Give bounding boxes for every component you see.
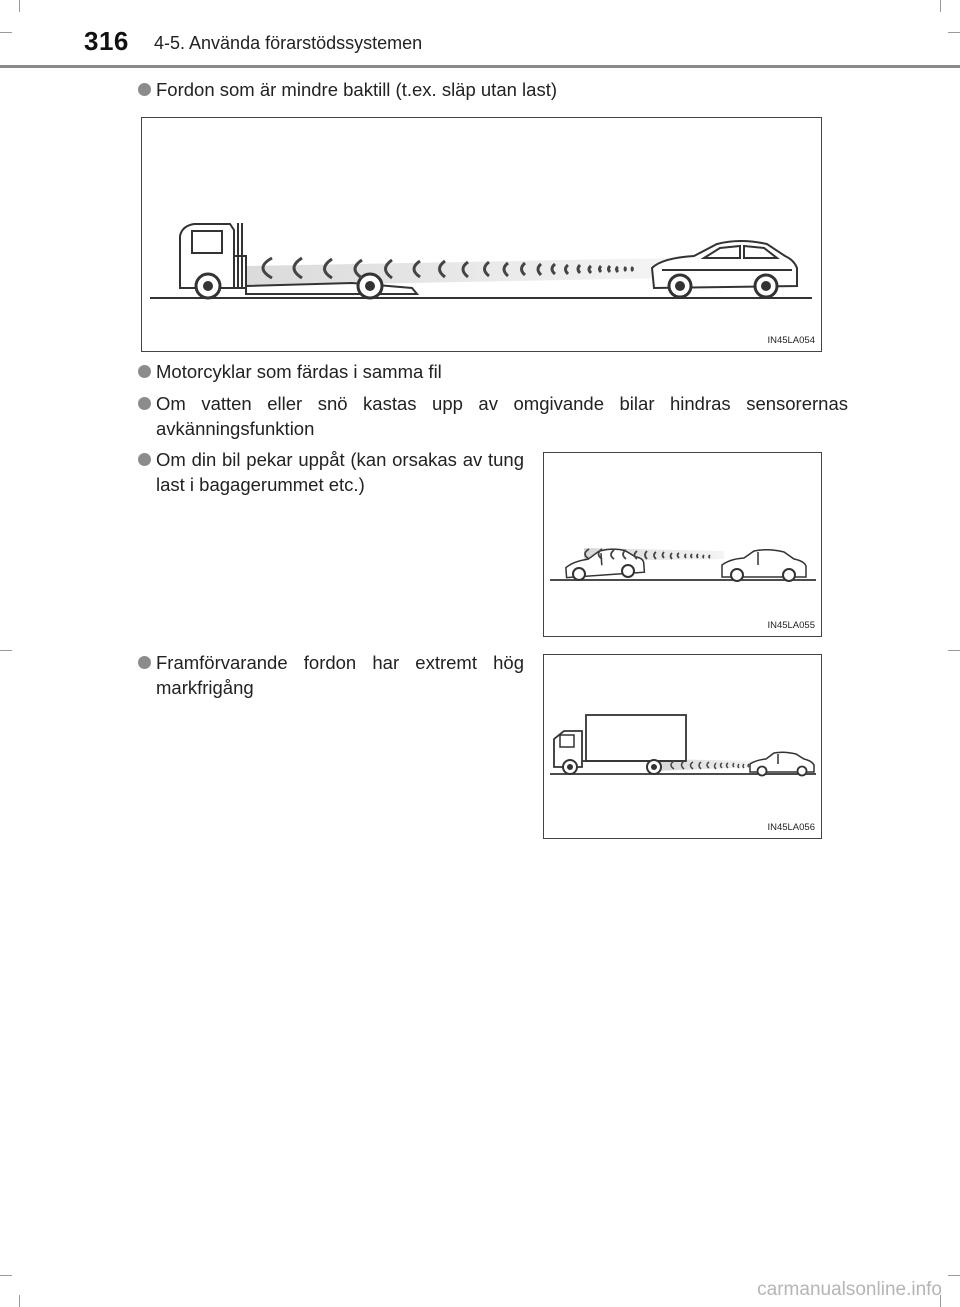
bullet-item	[138, 447, 524, 497]
bullet-dot-icon	[138, 656, 151, 669]
figure-illustration	[543, 654, 822, 839]
bullet-text: Fordon som är mindre baktill (t.ex. släp utan last)	[156, 79, 557, 100]
truck-trailer-sensor-illustration	[142, 118, 823, 353]
crop-mark	[0, 1275, 12, 1276]
watermark: carmanualsonline.info	[757, 1279, 942, 1300]
bullet-text: Framförvarande fordon har extremt hög markfrigång	[156, 652, 524, 698]
page-number: 316	[84, 26, 129, 56]
crop-mark	[948, 32, 960, 33]
bullet-item	[138, 359, 848, 384]
crop-mark	[0, 650, 12, 651]
bullet-text: Om vatten eller snö kastas upp av omgivande bilar hindras sensorernas avkänningsfunktion	[156, 393, 848, 439]
crop-mark	[948, 1275, 960, 1276]
bullet-dot-icon	[138, 365, 151, 378]
crop-mark	[19, 1295, 20, 1307]
figure-illustration	[543, 452, 822, 637]
header-rule	[0, 65, 960, 68]
figure-code: IN45LA056	[767, 822, 815, 833]
truck-high-clearance-illustration	[544, 655, 823, 840]
crop-mark	[19, 0, 20, 12]
bullet-dot-icon	[138, 83, 151, 96]
bullet-dot-icon	[138, 453, 151, 466]
crop-mark	[948, 650, 960, 651]
crop-mark	[0, 32, 12, 33]
bullet-text: Motorcyklar som färdas i samma fil	[156, 361, 442, 382]
bullet-item	[138, 77, 848, 102]
car-pointing-up-illustration	[544, 453, 823, 638]
bullet-text: Om din bil pekar uppåt (kan orsakas av tung last i bagagerummet etc.)	[156, 449, 524, 495]
bullet-item	[138, 391, 848, 441]
figure-code: IN45LA054	[767, 335, 815, 346]
crop-mark	[940, 0, 941, 12]
bullet-dot-icon	[138, 397, 151, 410]
section-title: 4-5. Använda förarstödssystemen	[154, 33, 423, 53]
bullet-item	[138, 650, 524, 700]
figure-code: IN45LA055	[767, 620, 815, 631]
figure-illustration	[141, 117, 822, 352]
